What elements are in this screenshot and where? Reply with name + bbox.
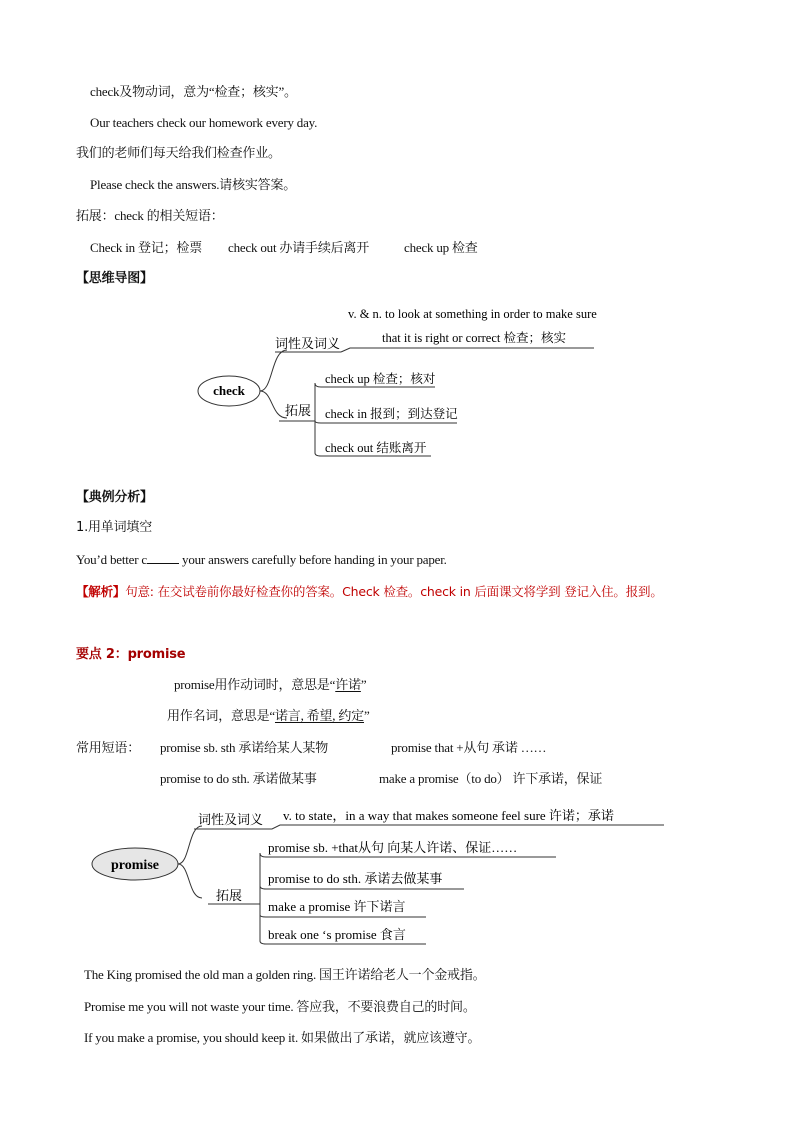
promise-branch-pos: 词性及词义 [198,812,264,827]
promise-item-4: break one ‘s promise 食言 [268,927,406,942]
check-item-1: check up 检查；核对 [325,372,436,386]
check-branch-pos: 词性及词义 [275,336,341,351]
example-title: 【典例分析】 [76,490,153,505]
promise-mindmap [90,800,680,950]
phrases-label: 常用短语： [76,740,141,755]
promise-verb-meaning: promise用作动词时，意思是“许诺” [174,677,367,692]
check-example1-cn: 我们的老师们每天给我们检查作业。 [76,146,281,161]
check-branch-ext: 拓展 [285,403,312,418]
promise-phrase-2: promise that +从句 承诺 …… [391,740,547,755]
sentence-1: The King promised the old man a golden ring. 国王许诺给老人一个金戒指。 [84,967,486,982]
promise-item-2: promise to do sth. 承诺去做某事 [268,871,443,886]
check-example1-en: Our teachers check our homework every day. [90,115,318,130]
promise-branch-ext: 拓展 [216,888,243,903]
promise-root-label: promise [111,858,159,873]
check-item-2: check in 报到；到达登记 [325,407,458,421]
promise-noun-meaning: 用作名词，意思是“诺言, 希望, 约定” [167,708,370,723]
check-root-label: check [213,383,245,398]
check-item-3: check out 结账离开 [325,441,427,455]
promise-item-1: promise sb. +that从句 向某人许诺、保证…… [268,840,518,855]
promise-item-3: make a promise 许下诺言 [268,899,406,914]
promise-phrase-4: make a promise（to do） 许下承诺，保证 [379,771,603,786]
sentence-3: If you make a promise, you should keep it. 如果做出了承诺，就应该遵守。 [84,1030,481,1045]
sentence-2: Promise me you will not waste your time. 答应我，不要浪费自己的时间。 [84,999,476,1014]
promise-heading: 要点 2：promise [76,647,186,662]
question-text: You’d better c your answers carefully before handing in your paper. [76,552,447,567]
check-example2: Please check the answers.请核实答案。 [90,177,297,192]
promise-connector [178,826,202,898]
check-phrase-1: Check in 登记；检票 [90,240,203,255]
answer-blank[interactable] [147,552,179,564]
answer-analysis: 【解析】句意: 在交试卷前你最好检查你的答案。Check 检查。check in 后面课文将学到 登记入住。报到。 [76,584,663,599]
question-label: 1.用单词填空 [76,520,153,535]
check-mindmap [195,298,605,468]
check-intro: check及物动词，意为“检查；核实”。 [90,84,297,99]
mindmap-title: 【思维导图】 [76,271,153,286]
promise-phrase-1: promise sb. sth 承诺给某人某物 [160,740,329,755]
check-def-line2: that it is right or correct 检查；核实 [382,331,566,345]
check-connector [260,350,287,418]
check-def-line1: v. & n. to look at something in order to make sure [348,307,597,321]
promise-phrase-3: promise to do sth. 承诺做某事 [160,771,317,786]
promise-def: v. to state，in a way that makes someone feel sure 许诺；承诺 [283,808,614,823]
check-phrase-3: check up 检查 [404,240,478,255]
check-phrase-2: check out 办请手续后离开 [228,240,370,255]
check-ext-title: 拓展：check 的相关短语： [76,208,224,223]
